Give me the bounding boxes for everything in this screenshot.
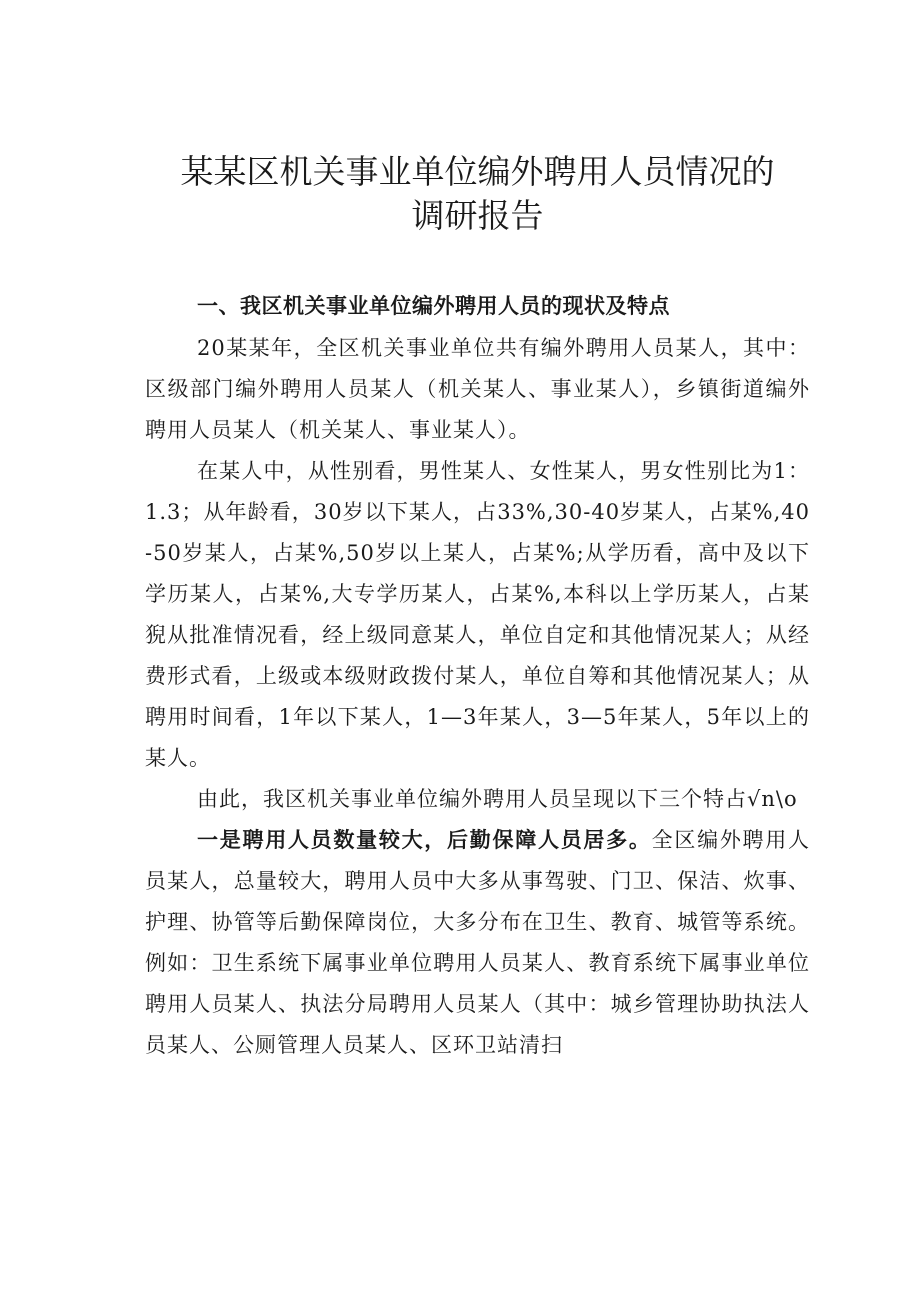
paragraph-feature-1 (145, 820, 810, 1066)
paragraph-overview: 20某某年，全区机关事业单位共有编外聘用人员某人，其中：区级部门编外聘用人员某人（机关某人、事业某人），乡镇街道编外聘用人员某人（机关某人、事业某人）。 (145, 336, 810, 442)
paragraph-features-intro: 由此，我区机关事业单位编外聘用人员呈现以下三个特占√n\o (197, 787, 798, 811)
section-heading-1: 一、我区机关事业单位编外聘用人员的现状及特点 (197, 294, 670, 318)
paragraph-statistics: 在某人中，从性别看，男性某人、女性某人，男女性别比为1：1.3；从年龄看，30岁以下某人，占33%,30-40岁某人，占某%,40-50岁某人，占某%,50岁以上某人，占某%;从学历看，高中及以下学历某人，占某%,大专学历某人，占某%,本科以上学历某人，占某猊从批准情况看，经上级同意某人，单位自定和其他情况某人；从经费形式看，上级或本级财政拨付某人，单位自筹和其他情况某人；从聘用时间看，1年以下某人，1—3年某人，3—5年某人，5年以上的某人。 (145, 459, 810, 770)
title-line-2: 调研报告 (411, 196, 544, 235)
document-title (145, 150, 810, 238)
feature-1-body: 全区编外聘用人员某人，总量较大，聘用人员中大多从事驾驶、门卫、保洁、炊事、护理、协管等后勤保障岗位，大多分布在卫生、教育、城管等系统。例如：卫生系统下属事业单位聘用人员某人、教育系统下属事业单位聘用人员某人、执法分局聘用人员某人（其中：城乡管理协助执法人员某人、公厕管理人员某人、区环卫站清扫 (145, 828, 811, 1057)
title-line-1: 某某区机关事业单位编外聘用人员情况的 (180, 152, 775, 191)
feature-1-lead: 一是聘用人员数量较大，后勤保障人员居多。 (197, 828, 652, 852)
